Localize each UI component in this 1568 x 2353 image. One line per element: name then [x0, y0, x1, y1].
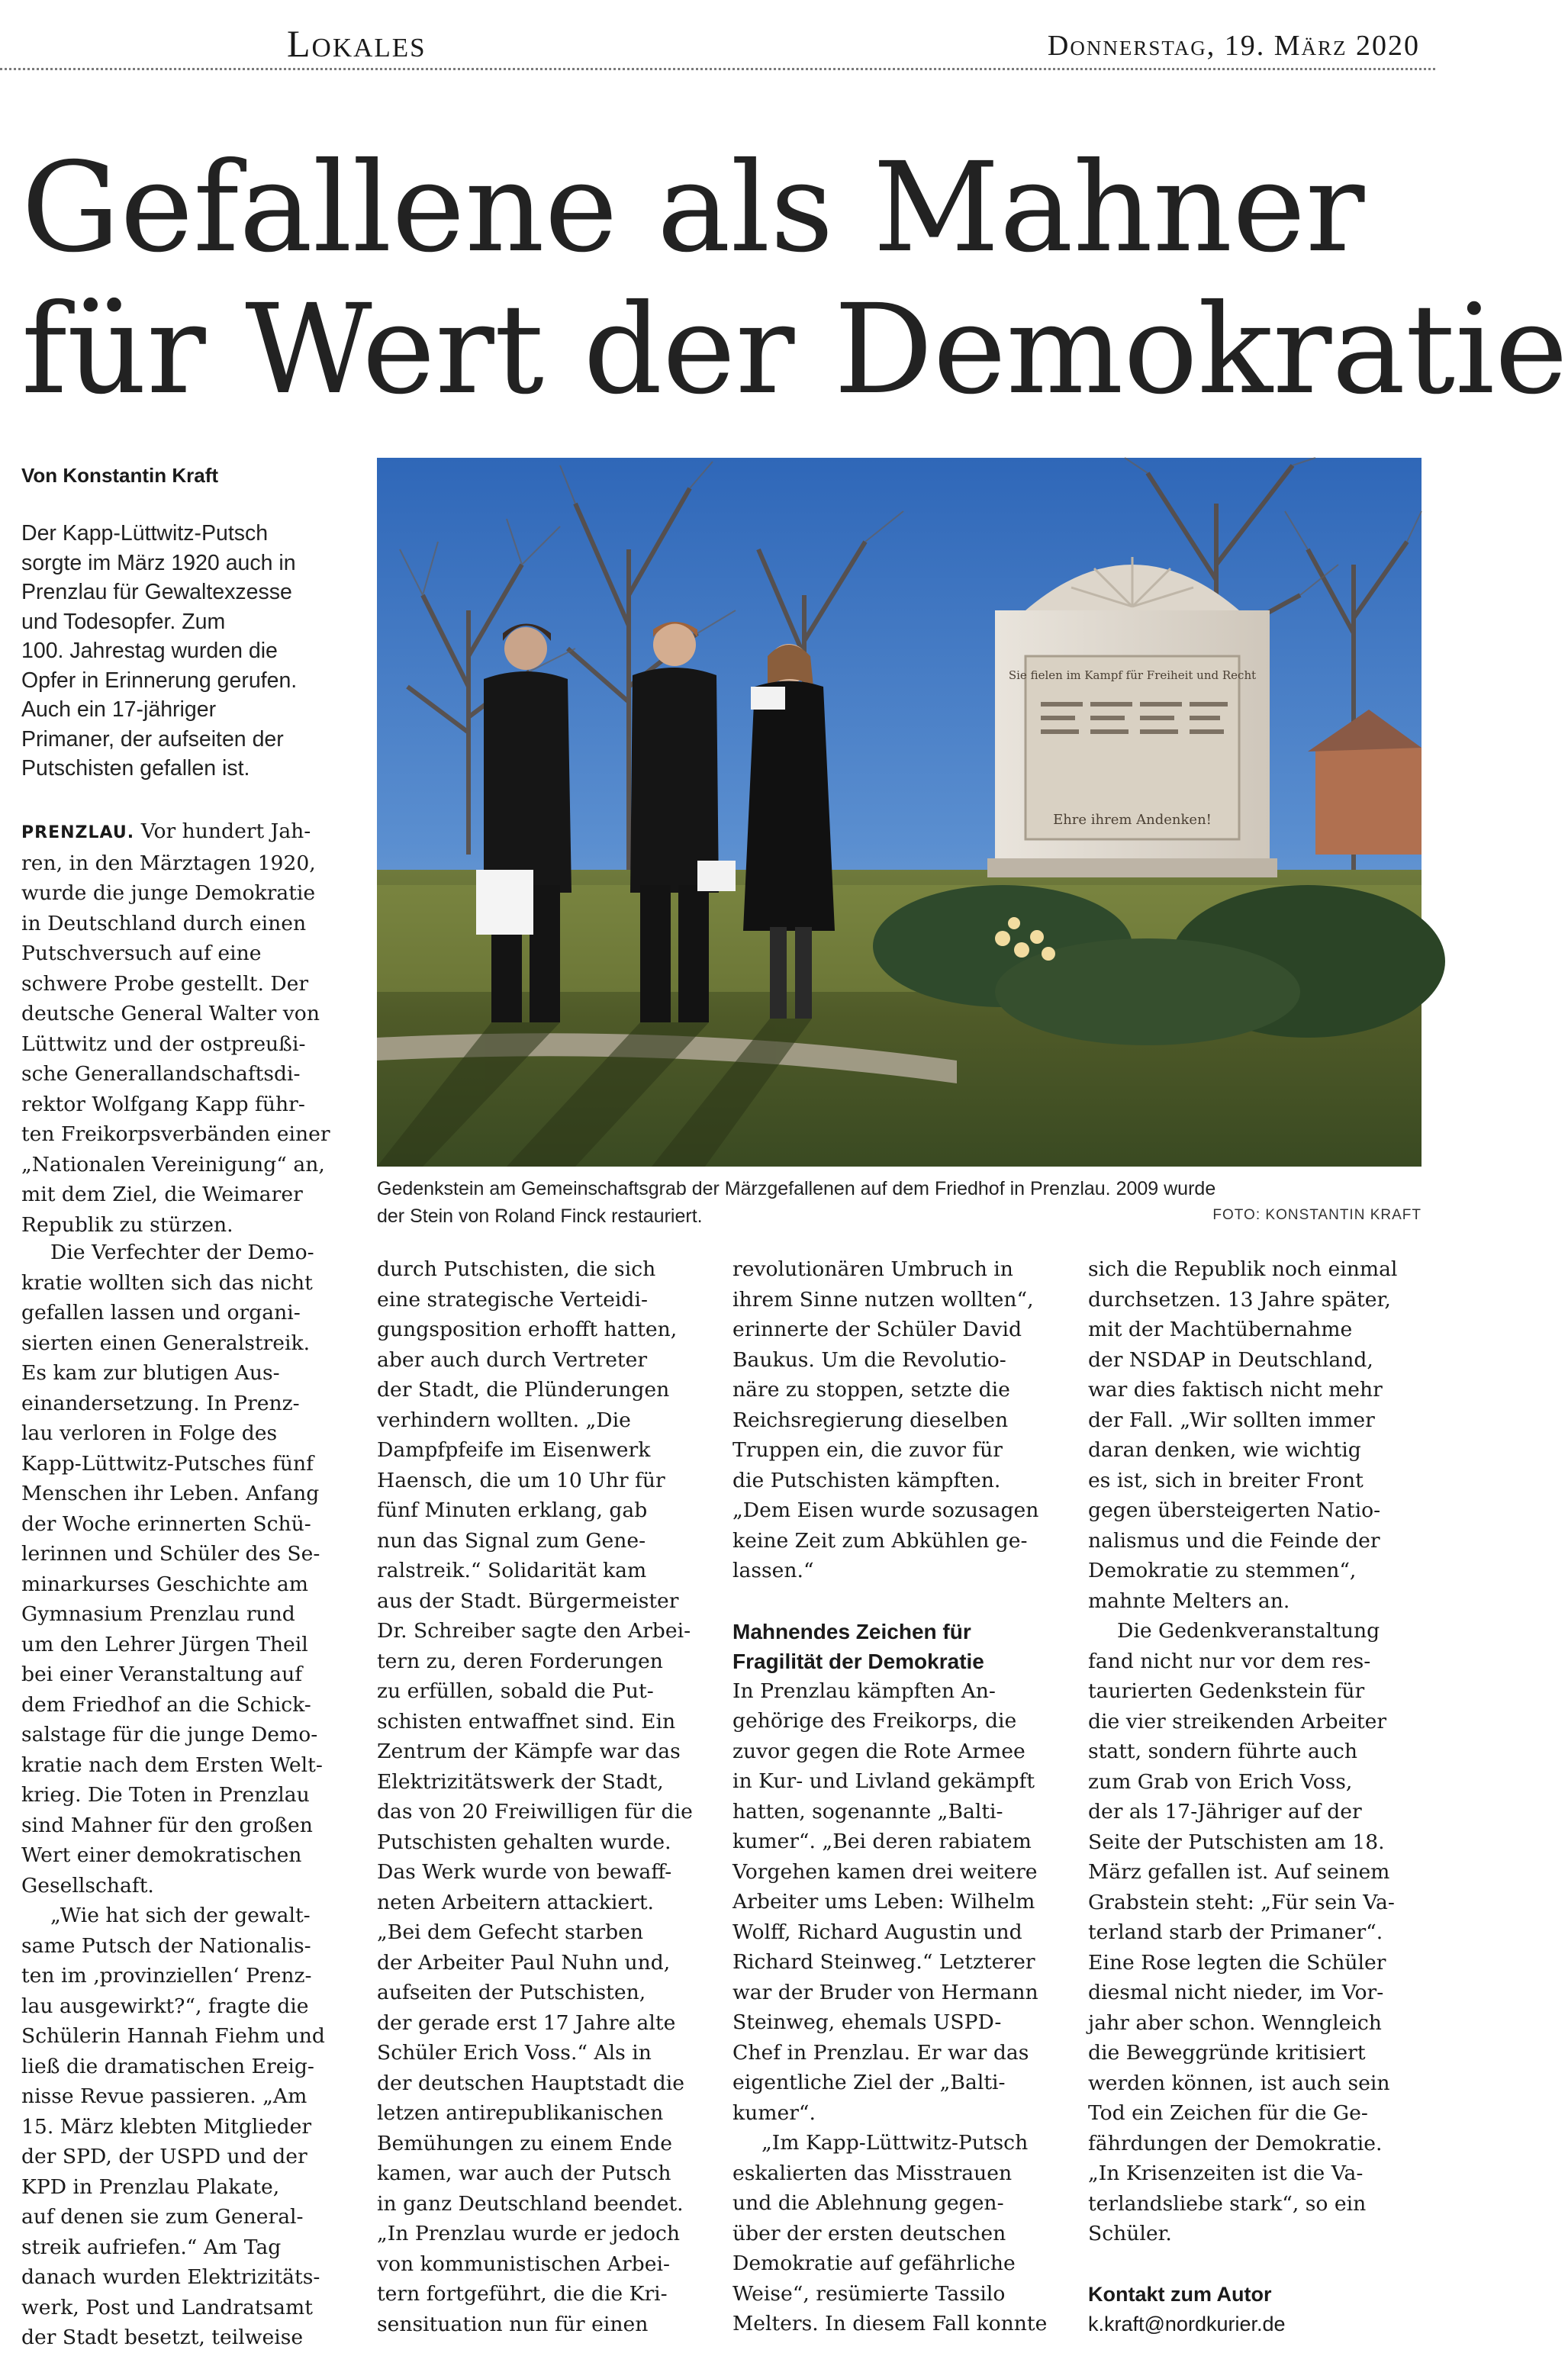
text-line: krieg. Die Toten in Prenzlau — [21, 1783, 310, 1807]
text-line: statt, sondern führte auch — [1088, 1740, 1358, 1763]
text-line: terlandsliebe stark“, so ein — [1088, 2191, 1367, 2216]
lead-paragraph — [21, 519, 357, 784]
col1-upper-text — [21, 816, 362, 1240]
text-line: Lüttwitz und der ostpreußi- — [21, 1032, 306, 1056]
text-line: von kommunistischen Arbei- — [377, 2252, 670, 2276]
text-line: lau ausgewirkt?“, fragte die — [21, 1994, 309, 2018]
text-line: ten Freikorpsverbänden einer — [21, 1122, 330, 1146]
text-line: keine Zeit zum Abkühlen ge- — [732, 1528, 1028, 1553]
text-line: in ganz Deutschland beendet. — [377, 2191, 684, 2216]
text-line: Schülerin Hannah Fiehm und — [21, 2024, 325, 2048]
text-line: gefallen lassen und organi- — [21, 1301, 301, 1325]
text-line: Grabstein steht: „Für sein Va- — [1088, 1890, 1395, 1914]
text-line: „Im Kapp-Lüttwitz-Putsch — [761, 2131, 1029, 2155]
text-line: ren, in den Märztagen 1920, — [21, 851, 316, 875]
text-line: 100. Jahrestag wurden die — [21, 639, 278, 663]
text-line: gungsposition erhofft hatten, — [377, 1318, 678, 1341]
text-line: in Kur- und Livland gekämpft — [732, 1769, 1035, 1793]
text-line: in Deutschland durch einen — [21, 911, 307, 935]
contact-email[interactable]: k.kraft@nordkurier.de — [1088, 2313, 1286, 2335]
text-line: nalismus und die Feinde der — [1088, 1528, 1380, 1553]
text-line: Vorgehen kamen drei weitere — [732, 1859, 1038, 1884]
text-line: Bemühungen zu einem Ende — [377, 2131, 673, 2155]
text-line: eskalierten das Misstrauen — [732, 2161, 1013, 2185]
text-line: Auch ein 17-jähriger — [21, 697, 217, 722]
dateline: PRENZLAU. — [21, 823, 141, 842]
body-column-3 — [732, 1254, 1073, 2339]
text-line: um den Lehrer Jürgen Theil — [21, 1632, 308, 1656]
text-line: mahnte Melters an. — [1088, 1589, 1290, 1613]
text-line: salstage für die junge Demo- — [21, 1723, 318, 1746]
text-line: Truppen ein, die zuvor für — [732, 1438, 1003, 1462]
text-line: ihrem Sinne nutzen wollten“, — [732, 1287, 1034, 1312]
subheading-line-2: Fragilität der Demokratie — [732, 1649, 984, 1673]
text-line: Der Kapp-Lüttwitz-Putsch — [21, 521, 269, 546]
text-line: ließ die dramatischen Ereig- — [21, 2054, 314, 2078]
text-line: diesmal nicht nieder, im Vor- — [1088, 1981, 1384, 2004]
text-line: sorgte im März 1920 auch in — [21, 550, 296, 575]
text-line: sierten einen Generalstreik. — [21, 1331, 311, 1355]
subheading-line-1: Mahnendes Zeichen für — [732, 1619, 971, 1643]
text-line: ten im ‚provinziellen‘ Prenz- — [21, 1964, 312, 1988]
text-line: Die Verfechter der Demo- — [50, 1241, 314, 1264]
text-line: fand nicht nur vor dem res- — [1088, 1649, 1371, 1673]
col3-lower-text — [732, 1676, 1073, 2339]
text-line: eine strategische Verteidi- — [377, 1287, 648, 1312]
subheading — [732, 1617, 1073, 1676]
text-line: der deutschen Hauptstadt die — [377, 2071, 684, 2095]
text-line: Prenzlau für Gewaltexzesse — [21, 580, 292, 604]
text-line: Wolff, Richard Augustin und — [732, 1920, 1022, 1944]
text-line: schisten entwaffnet sind. Ein — [377, 1709, 676, 1733]
text-line: Putschversuch auf eine — [21, 942, 262, 965]
col4-text — [1088, 1254, 1424, 2249]
headline — [21, 137, 1568, 422]
text-line: deutsche General Walter von — [21, 1002, 320, 1025]
text-line: bei einer Veranstaltung auf — [21, 1663, 303, 1686]
text-line: sche Generallandschaftsdi- — [21, 1062, 301, 1086]
text-line: lassen.“ — [732, 1559, 814, 1582]
text-line: tern fortgeführt, die die Kri- — [377, 2282, 668, 2306]
text-line: werden können, ist auch sein — [1088, 2071, 1390, 2095]
contact-title: Kontakt zum Autor — [1088, 2282, 1272, 2306]
text-line: mit dem Ziel, die Weimarer — [21, 1183, 303, 1206]
text-line: nisse Revue passieren. „Am — [21, 2084, 307, 2108]
text-line: durchsetzen. 13 Jahre später, — [1088, 1287, 1391, 1312]
text-line: Das Werk wurde von bewaff- — [377, 1860, 672, 1884]
text-line: zuvor gegen die Rote Armee — [732, 1739, 1025, 1763]
text-line: Wert einer demokratischen — [21, 1843, 302, 1867]
text-line — [21, 816, 362, 848]
text-line: eigentliche Ziel der „Balti- — [732, 2071, 1006, 2094]
text-line: taurierten Gedenkstein für — [1088, 1679, 1365, 1703]
text-fragment: Vor hundert Jah- — [140, 819, 311, 843]
svg-text:Ehre ihrem Andenken!: Ehre ihrem Andenken! — [1053, 812, 1212, 828]
body-column-4 — [1088, 1254, 1424, 2340]
text-line: tern zu, deren Forderungen — [377, 1649, 663, 1673]
text-line: terland starb der Primaner“. — [1088, 1920, 1383, 1944]
text-line: minarkurses Geschichte am — [21, 1572, 308, 1596]
text-line: aber auch durch Vertreter — [377, 1347, 648, 1372]
byline: Von Konstantin Kraft — [21, 464, 219, 487]
text-line: gegen übersteigerten Natio- — [1088, 1498, 1381, 1522]
text-line: Die Gedenkveranstaltung — [1117, 1619, 1380, 1643]
caption-line-2: der Stein von Roland Finck restauriert. — [377, 1205, 703, 1227]
text-line: revolutionären Umbruch in — [732, 1257, 1013, 1281]
caption-line-1: Gedenkstein am Gemeinschaftsgrab der Märzgefallenen auf dem Friedhof in Prenzlau. 2009 wurde — [377, 1178, 1216, 1199]
text-line: es ist, sich in breiter Front — [1088, 1468, 1364, 1492]
text-line: der Woche erinnerten Schü- — [21, 1511, 311, 1536]
text-line: März gefallen ist. Auf seinem — [1088, 1860, 1390, 1884]
text-line: dem Friedhof an die Schick- — [21, 1692, 311, 1717]
text-line: sensituation nun für einen — [377, 2312, 649, 2336]
text-line: Gymnasium Prenzlau rund — [21, 1602, 295, 1626]
text-line: kumer“. — [732, 2100, 816, 2125]
text-line: und Todesopfer. Zum — [21, 609, 226, 634]
text-line: aus der Stadt. Bürgermeister — [377, 1589, 679, 1613]
headline-line-1: Gefallene als Mahner — [21, 137, 1365, 280]
text-line: die vier streikenden Arbeiter — [1088, 1709, 1387, 1733]
text-line: lerinnen und Schüler des Se- — [21, 1542, 320, 1566]
text-line: danach wurden Elektrizitäts- — [21, 2265, 320, 2289]
text-line: Baukus. Um die Revolutio- — [732, 1347, 1006, 1372]
text-line: Putschisten gefallen ist. — [21, 756, 250, 781]
text-line: zu erfüllen, sobald die Put- — [377, 1679, 654, 1703]
text-line: der gerade erst 17 Jahre alte — [377, 2010, 676, 2035]
text-line: sind Mahner für den großen — [21, 1813, 313, 1837]
text-line: Republik zu stürzen. — [21, 1212, 233, 1237]
text-line: die Putschisten kämpften. — [732, 1468, 1001, 1492]
text-line: „Nationalen Vereinigung“ an, — [21, 1152, 325, 1176]
text-line: Haensch, die um 10 Uhr für — [377, 1468, 665, 1492]
text-line: kratie nach dem Ersten Welt- — [21, 1753, 323, 1777]
text-line: erinnerte der Schüler David — [732, 1318, 1022, 1341]
text-line: Primaner, der aufseiten der — [21, 726, 284, 752]
text-line: nun das Signal zum Gene- — [377, 1528, 646, 1553]
text-line: schwere Probe gestellt. Der — [21, 971, 309, 996]
text-line: mit der Machtübernahme — [1088, 1318, 1353, 1341]
page-header — [0, 0, 1435, 70]
text-line: war dies faktisch nicht mehr — [1088, 1378, 1383, 1402]
text-line: kamen, war auch der Putsch — [377, 2161, 671, 2185]
col3-upper-text — [732, 1254, 1073, 1586]
svg-text:Sie fielen im Kampf für Freihe: Sie fielen im Kampf für Freiheit und Recht — [1008, 668, 1257, 682]
body-column-2 — [377, 1254, 717, 2339]
text-line: ralstreik.“ Solidarität kam — [377, 1559, 647, 1582]
people-silhouettes — [476, 622, 835, 1022]
text-line: fünf Minuten erklang, gab — [377, 1498, 648, 1522]
text-line: einandersetzung. In Prenz- — [21, 1391, 300, 1415]
text-line: hatten, sogenannte „Balti- — [732, 1799, 1003, 1823]
text-line: sich die Republik noch einmal — [1088, 1257, 1398, 1281]
photo-credit: FOTO: KONSTANTIN KRAFT — [1212, 1207, 1422, 1223]
text-line: das von 20 Freiwilligen für die — [377, 1800, 693, 1823]
text-line: streik aufriefen.“ Am Tag — [21, 2235, 282, 2259]
text-line: der Stadt, die Plünderungen — [377, 1378, 670, 1402]
text-line: fährdungen der Demokratie. — [1088, 2131, 1383, 2155]
text-line: Opfer in Erinnerung gerufen. — [21, 668, 298, 693]
text-line: „Dem Eisen wurde sozusagen — [732, 1498, 1039, 1522]
text-line: Demokratie zu stemmen“, — [1088, 1559, 1357, 1582]
text-line: same Putsch der Nationalis- — [21, 1933, 311, 1958]
text-line: Dr. Schreiber sagte den Arbei- — [377, 1619, 691, 1643]
text-line: zum Grab von Erich Voss, — [1088, 1769, 1353, 1794]
text-line: wurde die junge Demokratie — [21, 881, 316, 905]
text-line: Menschen ihr Leben. Anfang — [21, 1482, 320, 1505]
text-line: Kapp-Lüttwitz-Putsches fünf — [21, 1451, 314, 1476]
text-line: kumer“. „Bei deren rabiatem — [732, 1830, 1032, 1853]
text-line: Seite der Putschisten am 18. — [1088, 1830, 1385, 1854]
text-line: Arbeiter ums Leben: Wilhelm — [732, 1890, 1035, 1914]
text-line: war der Bruder von Hermann — [732, 1980, 1038, 2004]
text-line: Chef in Prenzlau. Er war das — [732, 2040, 1029, 2065]
text-line: Steinweg, ehemals USPD- — [732, 2010, 1002, 2034]
text-line: über der ersten deutschen — [732, 2221, 1006, 2245]
text-line: „Bei dem Gefecht starben — [377, 1920, 643, 1944]
text-line: und die Ablehnung gegen- — [732, 2191, 1004, 2215]
text-line: „Wie hat sich der gewalt- — [50, 1904, 311, 1927]
text-line: daran denken, wie wichtig — [1088, 1438, 1361, 1462]
text-line: der als 17-Jähriger auf der — [1088, 1800, 1362, 1823]
text-line: werk, Post und Landratsamt — [21, 2295, 313, 2319]
text-line: der Arbeiter Paul Nuhn und, — [377, 1950, 671, 1975]
body-column-1-continued — [21, 1238, 362, 2353]
text-line: Tod ein Zeichen für die Ge- — [1088, 2101, 1368, 2125]
text-line: kratie wollten sich das nicht — [21, 1270, 313, 1295]
text-line: Weise“, resümierte Tassilo — [732, 2281, 1006, 2306]
text-line: Reichsregierung dieselben — [732, 1408, 1009, 1432]
text-line: der NSDAP in Deutschland, — [1088, 1347, 1373, 1372]
cemetery-memorial-photo — [377, 458, 1422, 1167]
text-line: Eine Rose legten die Schüler — [1088, 1950, 1386, 1975]
text-line: verhindern wollten. „Die — [377, 1408, 631, 1432]
text-line: der Fall. „Wir sollten immer — [1088, 1408, 1375, 1432]
text-line: näre zu stoppen, setzte die — [732, 1378, 1010, 1402]
text-line: In Prenzlau kämpften An- — [732, 1679, 996, 1703]
text-line: „In Krisenzeiten ist die Va- — [1088, 2161, 1364, 2185]
text-line: die Beweggründe kritisiert — [1088, 2041, 1366, 2065]
text-line: Dampfpfeife im Eisenwerk — [377, 1438, 651, 1462]
headline-line-2: für Wert der Demokratie — [21, 278, 1568, 422]
text-line: Es kam zur blutigen Aus- — [21, 1361, 280, 1385]
text-line: gehörige des Freikorps, die — [732, 1709, 1017, 1733]
text-line: Putschisten gehalten wurde. — [377, 1830, 671, 1854]
issue-date: Donnerstag, 19. März 2020 — [1047, 30, 1420, 62]
section-title: Lokales — [287, 22, 427, 65]
text-line: auf denen sie zum General- — [21, 2205, 304, 2229]
text-line: Richard Steinweg.“ Letzterer — [732, 1950, 1035, 1974]
text-line: 15. März klebten Mitglieder — [21, 2114, 312, 2139]
text-line: der SPD, der USPD und der — [21, 2145, 307, 2168]
text-line: lau verloren in Folge des — [21, 1421, 278, 1445]
text-line: Schüler Erich Voss.“ Als in — [377, 2041, 652, 2065]
text-line: Melters. In diesem Fall konnte — [732, 2312, 1048, 2335]
article-photo — [377, 458, 1422, 1167]
text-line: neten Arbeitern attackiert. — [377, 1890, 654, 1914]
text-line: Elektrizitätswerk der Stadt, — [377, 1769, 664, 1794]
text-line: Demokratie auf gefährliche — [732, 2252, 1016, 2275]
text-line: Zentrum der Kämpfe war das — [377, 1740, 681, 1763]
text-line: aufseiten der Putschisten, — [377, 1981, 646, 2004]
text-line: Schüler. — [1088, 2222, 1172, 2245]
text-line: letzen antirepublikanischen — [377, 2101, 664, 2125]
text-line: Gesellschaft. — [21, 1873, 154, 1898]
body-column-1 — [21, 816, 362, 1240]
text-line: „In Prenzlau wurde er jedoch — [377, 2222, 681, 2245]
text-line: rektor Wolfgang Kapp führ- — [21, 1092, 305, 1116]
text-line: jahr aber schon. Wenngleich — [1088, 2010, 1382, 2035]
text-line: durch Putschisten, die sich — [377, 1257, 656, 1281]
text-line: der Stadt besetzt, teilweise — [21, 2326, 304, 2349]
text-line: KPD in Prenzlau Plakate, — [21, 2174, 280, 2199]
